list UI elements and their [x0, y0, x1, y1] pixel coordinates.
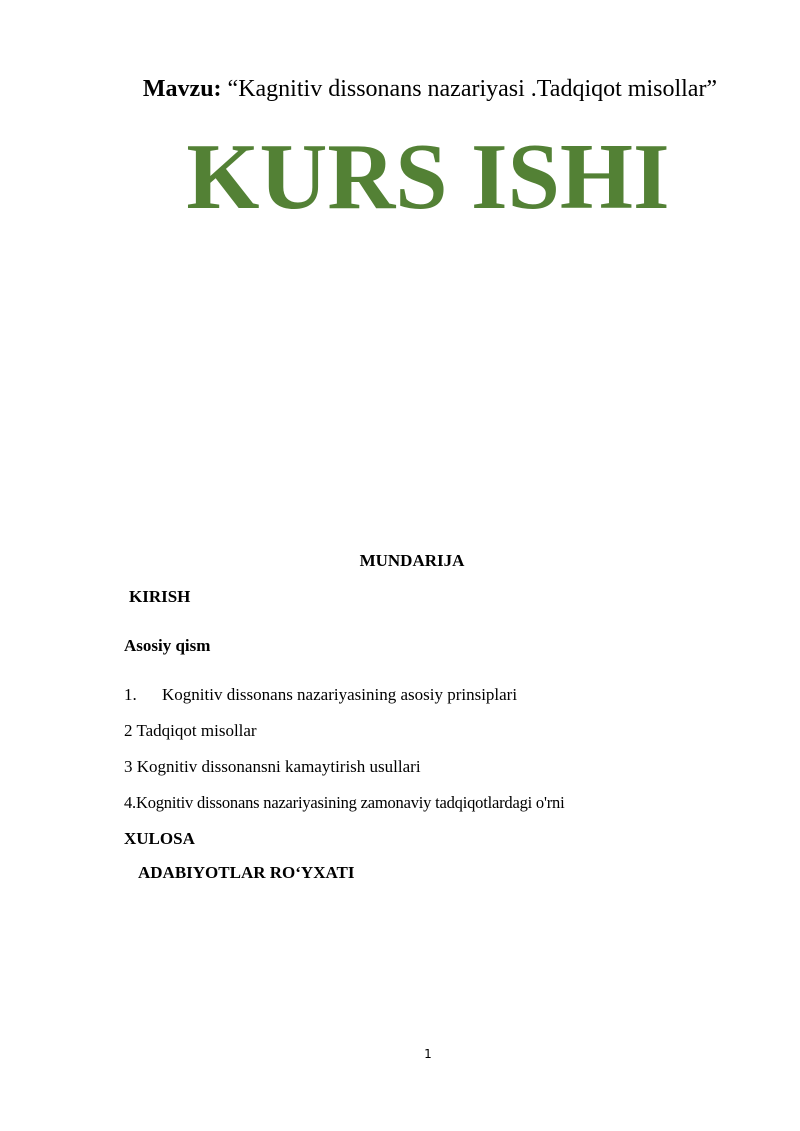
topic-label: Mavzu: — [142, 76, 222, 102]
toc-entry-2: 2 Tadqiqot misollar — [124, 721, 257, 740]
toc-entry-asosiy-qism: Asosiy qism — [124, 636, 211, 655]
topic-line — [0, 76, 800, 103]
topic-text: “Kagnitiv dissonans nazariyasi .Tadqiqot misollar” — [221, 76, 718, 102]
toc-entry-1-text: Kognitiv dissonans nazariyasining asosiy prinsiplari — [162, 685, 518, 704]
document-title: KURS ISHI — [186, 125, 670, 229]
toc-entry-adabiyotlar: ADABIYOTLAR RO‘YXATI — [138, 863, 355, 882]
toc-entry-xulosa: XULOSA — [124, 829, 195, 848]
toc-heading: MUNDARIJA — [359, 551, 465, 570]
toc-entry-1-number: 1. — [124, 685, 137, 704]
toc-entry-3: 3 Kognitiv dissonansni kamaytirish usullari — [124, 757, 421, 776]
toc-entry-kirish: KIRISH — [129, 587, 191, 606]
toc-entry-1 — [124, 685, 517, 705]
toc-entry-4: 4.Kognitiv dissonans nazariyasining zamonaviy tadqiqotlardagi o'rni — [124, 793, 565, 812]
page-number: 1 — [424, 1047, 432, 1061]
